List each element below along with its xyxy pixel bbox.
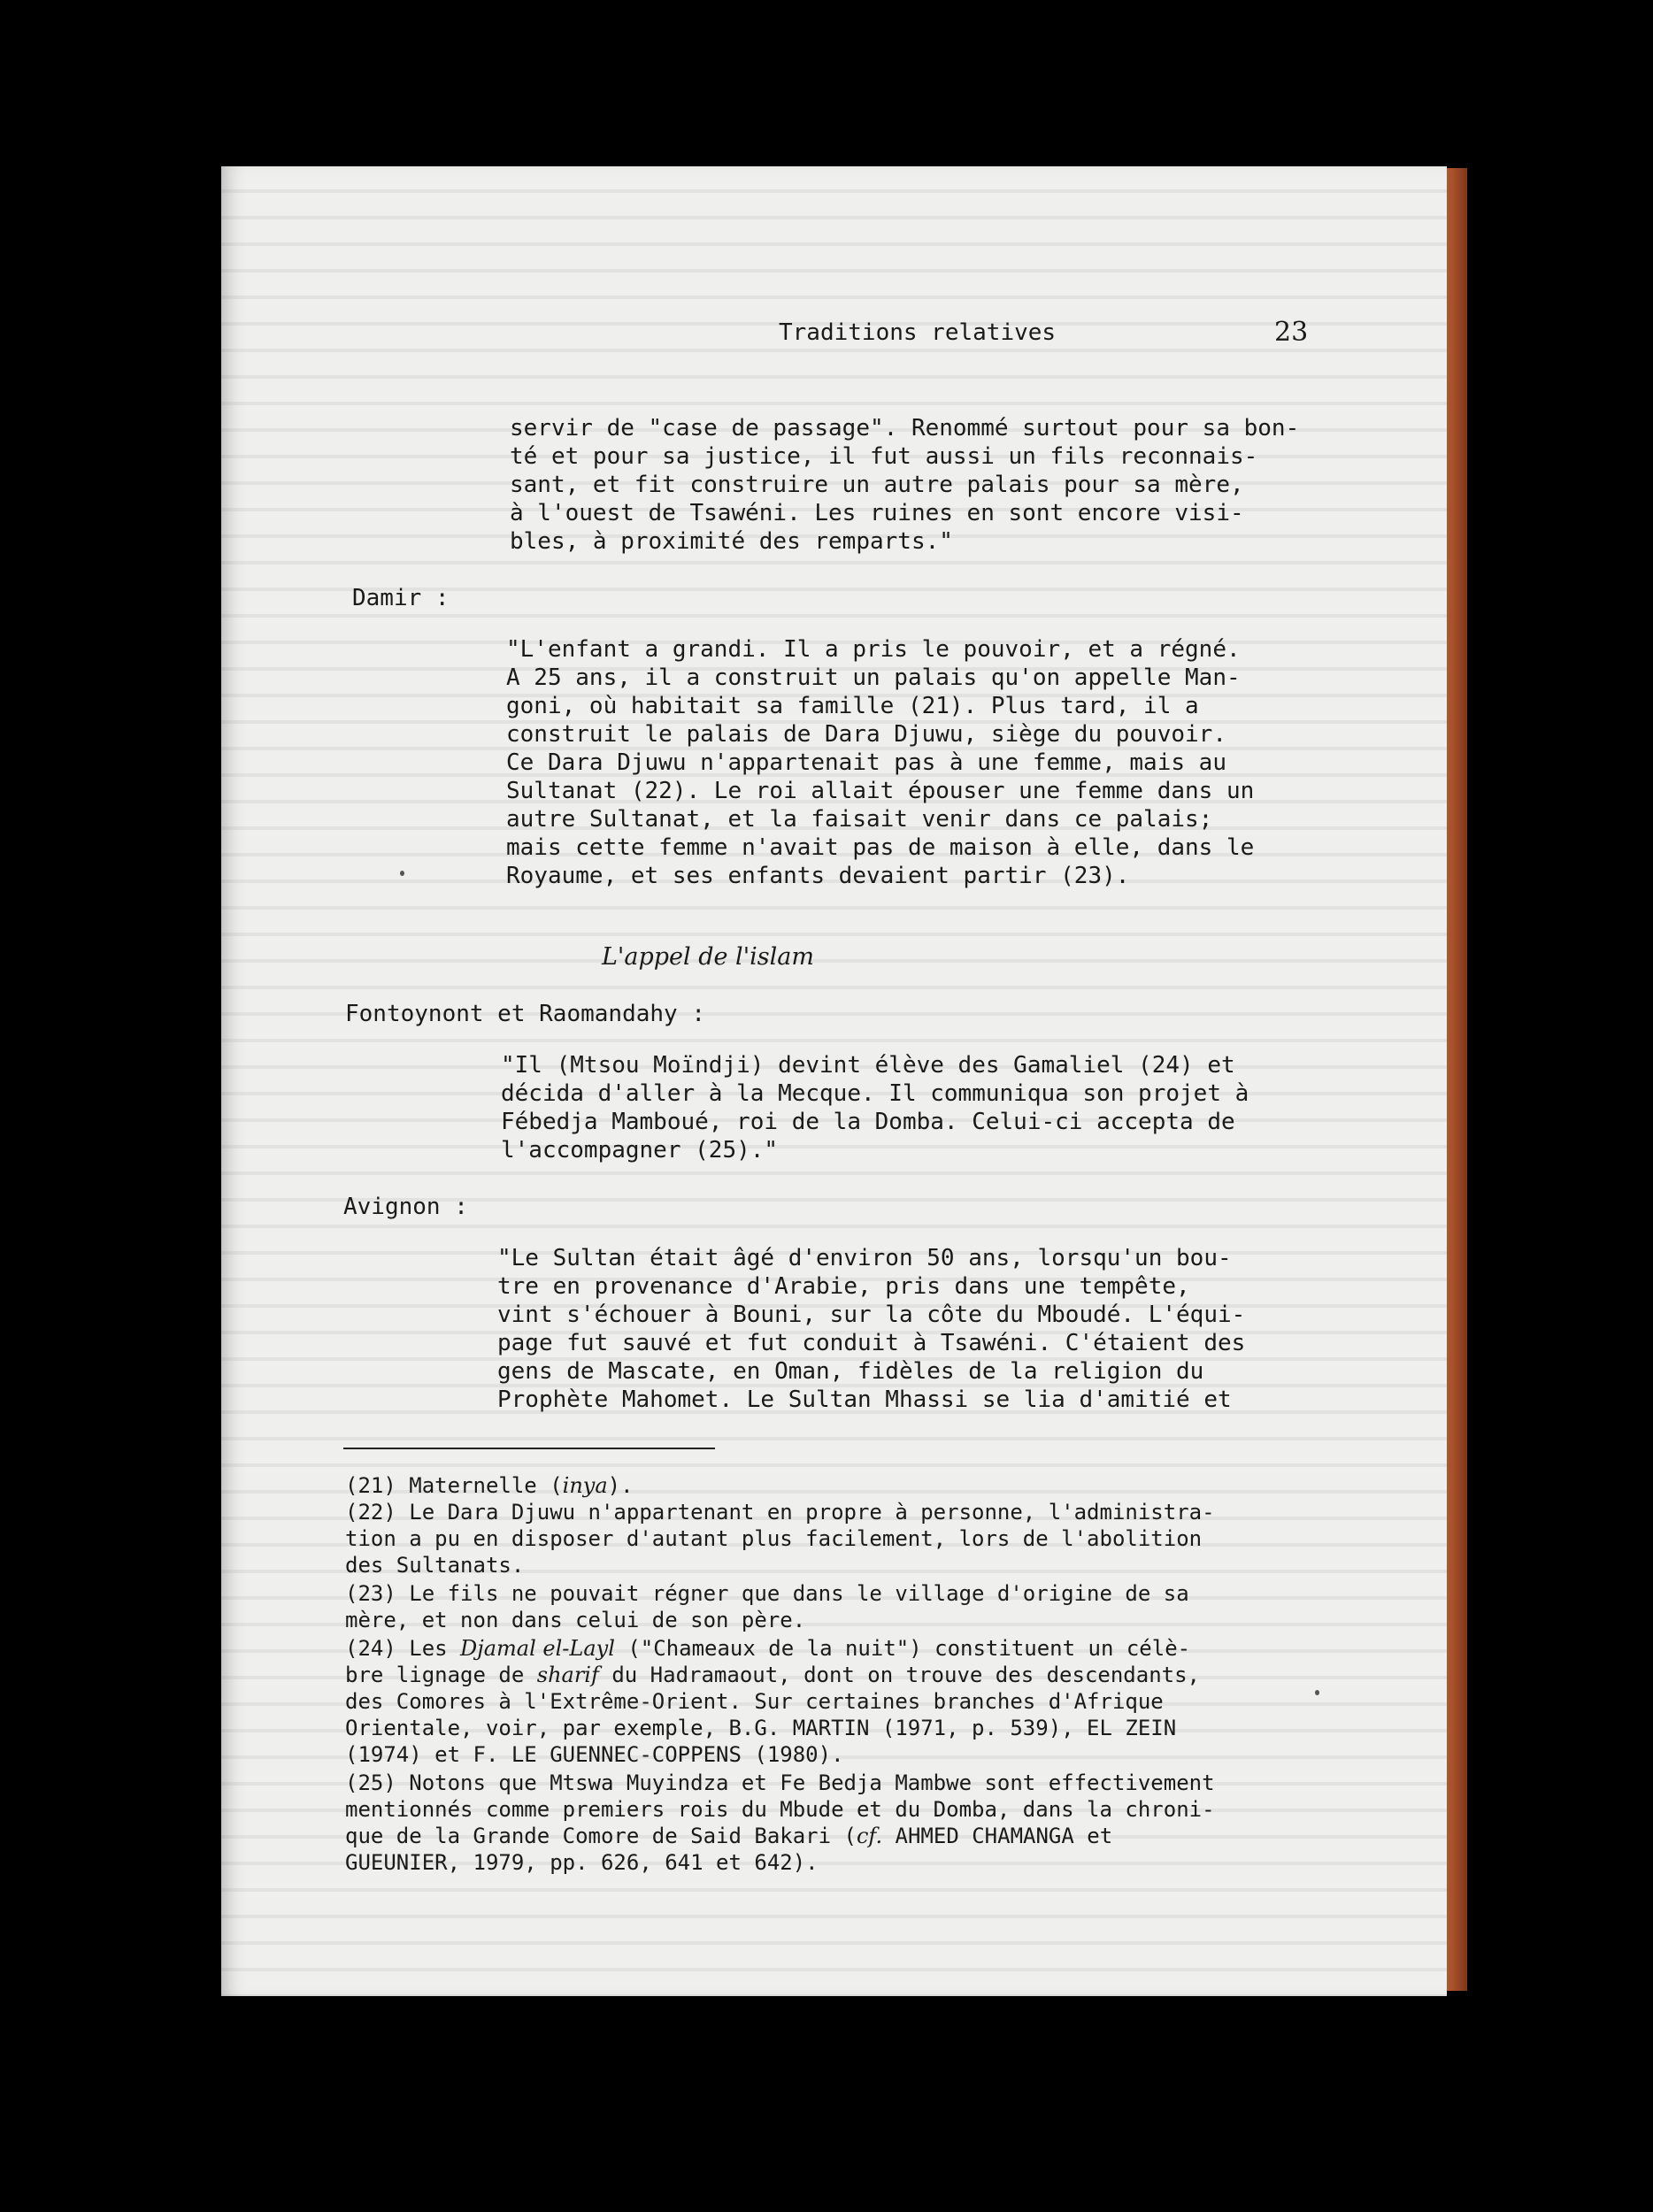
text-line: sant, et fit construire un autre palais pour sa mère, (510, 472, 1244, 498)
footnote-21 (345, 1472, 634, 1500)
footnote-text: bre lignage de (345, 1663, 537, 1687)
paper-speck (1315, 1690, 1319, 1695)
text-line: l'accompagner (25)." (501, 1137, 779, 1164)
text-line: décida d'aller à la Mecque. Il communiqua son projet à (501, 1080, 1249, 1107)
text-line: "L'enfant a grandi. Il a pris le pouvoir, et a régné. (506, 636, 1241, 663)
text-line: A 25 ans, il a construit un palais qu'on appelle Man- (506, 664, 1241, 691)
footnote-24-line (345, 1662, 1200, 1689)
footnote-text: ("Chameaux de la nuit") constituent un célè- (614, 1636, 1191, 1661)
text-line: vint s'échouer à Bouni, sur la côte du Mboudé. L'équi- (497, 1302, 1246, 1328)
speaker-label-avignon: Avignon : (343, 1194, 468, 1220)
footnote-rule (343, 1448, 715, 1449)
footnote-25-line: (25) Notons que Mtswa Muyindza et Fe Bedja Mambwe sont effectivement (345, 1770, 1215, 1795)
footnote-23-line: mère, et non dans celui de son père. (345, 1608, 806, 1632)
page-number: 23 (1274, 317, 1309, 348)
text-line: tre en provenance d'Arabie, pris dans une tempête, (497, 1273, 1190, 1300)
book-page (221, 166, 1447, 1996)
text-line: Royaume, et ses enfants devaient partir (23). (506, 863, 1130, 889)
text-line: servir de "case de passage". Renommé surtout pour sa bon- (510, 415, 1300, 442)
text-line: gens de Mascate, en Oman, fidèles de la religion du (497, 1358, 1204, 1385)
footnote-22-line: tion a pu en disposer d'autant plus facilement, lors de l'abolition (345, 1526, 1203, 1551)
text-line: autre Sultanat, et la faisait venir dans ce palais; (506, 806, 1213, 833)
footnote-italic: sharif (536, 1663, 599, 1687)
footnote-italic: cf. (856, 1824, 883, 1848)
footnote-25-line: GUEUNIER, 1979, pp. 626, 641 et 642). (345, 1850, 819, 1875)
text-line: mais cette femme n'avait pas de maison à elle, dans le (506, 834, 1255, 861)
footnote-24-line: des Comores à l'Extrême-Orient. Sur certaines branches d'Afrique (345, 1689, 1164, 1714)
text-line: bles, à proximité des remparts." (510, 528, 953, 555)
footnote-24-line: Orientale, voir, par exemple, B.G. MARTIN (1971, p. 539), EL ZEIN (345, 1716, 1177, 1740)
footnote-italic: Djamal el-Layl (460, 1636, 615, 1661)
text-line: Prophète Mahomet. Le Sultan Mhassi se lia d'amitié et (497, 1386, 1232, 1413)
section-heading: L'appel de l'islam (602, 943, 814, 971)
footnote-text: du Hadramaout, dont on trouve des descendants, (598, 1663, 1200, 1687)
footnote-22-line: (22) Le Dara Djuwu n'appartenant en propre à personne, l'administra- (345, 1500, 1215, 1525)
text-line: té et pour sa justice, il fut aussi un fils reconnais- (510, 443, 1258, 470)
text-line: Ce Dara Djuwu n'appartenait pas à une femme, mais au (506, 749, 1226, 776)
text-line: goni, où habitait sa famille (21). Plus tard, il a (506, 693, 1199, 719)
footnote-24-line: (1974) et F. LE GUENNEC-COPPENS (1980). (345, 1742, 844, 1767)
footnote-22-line: des Sultanats. (345, 1553, 525, 1578)
running-title: Traditions relatives (779, 319, 1057, 346)
text-line: construit le palais de Dara Djuwu, siège du pouvoir. (506, 721, 1226, 748)
text-line: "Le Sultan était âgé d'environ 50 ans, lorsqu'un bou- (497, 1245, 1232, 1271)
footnote-text: AHMED CHAMANGA et (882, 1824, 1113, 1848)
footnote-italic: inya (562, 1473, 608, 1498)
text-line: "Il (Mtsou Moïndji) devint élève des Gamaliel (24) et (501, 1052, 1235, 1079)
footnote-text: que de la Grande Comore de Said Bakari ( (345, 1824, 857, 1848)
speaker-label-damir: Damir : (352, 585, 450, 611)
text-line: à l'ouest de Tsawéni. Les ruines en sont encore visi- (510, 500, 1244, 526)
paper-speck (400, 871, 404, 876)
footnote-text: (21) Maternelle ( (345, 1473, 563, 1498)
text-line: Fébedja Mamboué, roi de la Domba. Celui-ci accepta de (501, 1109, 1235, 1135)
footnote-25-line: mentionnés comme premiers rois du Mbude et du Domba, dans la chroni- (345, 1797, 1215, 1822)
speaker-label-fontoynont: Fontoynont et Raomandahy : (345, 1001, 705, 1027)
text-line: Sultanat (22). Le roi allait épouser une femme dans un (506, 778, 1255, 804)
footnote-23-line: (23) Le fils ne pouvait régner que dans le village d'origine de sa (345, 1581, 1189, 1606)
footnote-25-line (345, 1823, 1112, 1850)
footnote-text: (24) Les (345, 1636, 461, 1661)
footnote-24-line (345, 1635, 1190, 1663)
text-line: page fut sauvé et fut conduit à Tsawéni. C'étaient des (497, 1330, 1246, 1356)
footnote-text: ). (607, 1473, 634, 1498)
